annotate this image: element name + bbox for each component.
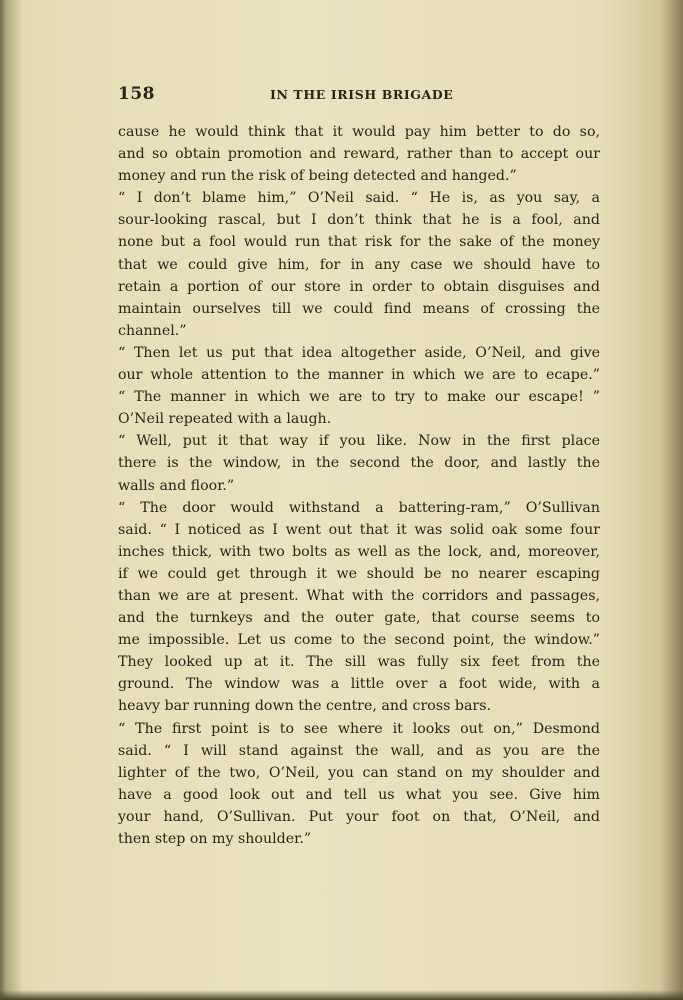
text-line: if we could get through it we should be no nearer escaping [118, 565, 600, 582]
text-line: than we are at present. What with the corridors and passages, [118, 587, 600, 604]
text-line: and the turnkeys and the outer gate, that course seems to [118, 610, 600, 627]
text-line: channel.” [118, 322, 187, 339]
text-line: O’Neil repeated with a laugh. [118, 411, 332, 428]
text-line: none but a fool would run that risk for the sake of the money [118, 234, 600, 251]
text-line: money and run the risk of being detected and hanged.” [118, 168, 517, 185]
text-line: said. “ I will stand against the wall, and as you are the [118, 742, 600, 759]
text-line: have a good look out and tell us what you see. Give him [118, 786, 600, 803]
text-line: inches thick, with two bolts as well as the lock, and, moreover, [118, 543, 600, 560]
text-line: there is the window, in the second the door, and lastly the [118, 455, 600, 472]
text-line: lighter of the two, O’Neil, you can stand on my shoulder and [118, 764, 600, 781]
page-header [118, 84, 600, 106]
text-line: ground. The window was a little over a foot wide, with a [118, 676, 600, 693]
text-line: retain a portion of our store in order to obtain disguises and [118, 278, 600, 295]
text-line: your hand, O’Sullivan. Put your foot on that, O’Neil, and [118, 808, 600, 825]
text-line: “ I don’t blame him,” O’Neil said. “ He is, as you say, a [118, 190, 600, 207]
text-line: that we could give him, for in any case we should have to [118, 256, 600, 273]
page-number: 158 [118, 84, 155, 104]
text-line: cause he would think that it would pay him better to do so, [118, 124, 600, 140]
book-spine-shadow [0, 0, 22, 1000]
page-bottom-edge [0, 990, 683, 1000]
text-line: sour-looking rascal, but I don’t think that he is a fool, and [118, 212, 600, 229]
text-line: “ The first point is to see where it looks out on,” Desmond [118, 720, 600, 737]
text-line: and so obtain promotion and reward, rather than to accept our [118, 146, 600, 163]
body-text [118, 121, 600, 850]
running-head: IN THE IRISH BRIGADE [270, 87, 454, 102]
text-line: said. “ I noticed as I went out that it was solid oak some four [118, 521, 600, 538]
text-line: me impossible. Let us come to the second point, the window.” [118, 632, 600, 649]
text-line: our whole attention to the manner in which we are to ecape.” [118, 367, 600, 384]
text-line: “ The door would withstand a battering-ram,” O’Sullivan [118, 499, 600, 516]
text-line: maintain ourselves till we could find means of crossing the [118, 300, 600, 317]
text-line: “ The manner in which we are to try to make our escape! ” [118, 389, 600, 406]
text-line: They looked up at it. The sill was fully six feet from the [118, 654, 600, 671]
text-line: heavy bar running down the centre, and cross bars. [118, 698, 492, 715]
text-line: “ Well, put it that way if you like. Now in the first place [118, 433, 600, 450]
text-line: then step on my shoulder.” [118, 831, 312, 847]
text-line: “ Then let us put that idea altogether aside, O’Neil, and give [118, 344, 600, 361]
text-line: walls and floor.” [118, 477, 235, 494]
